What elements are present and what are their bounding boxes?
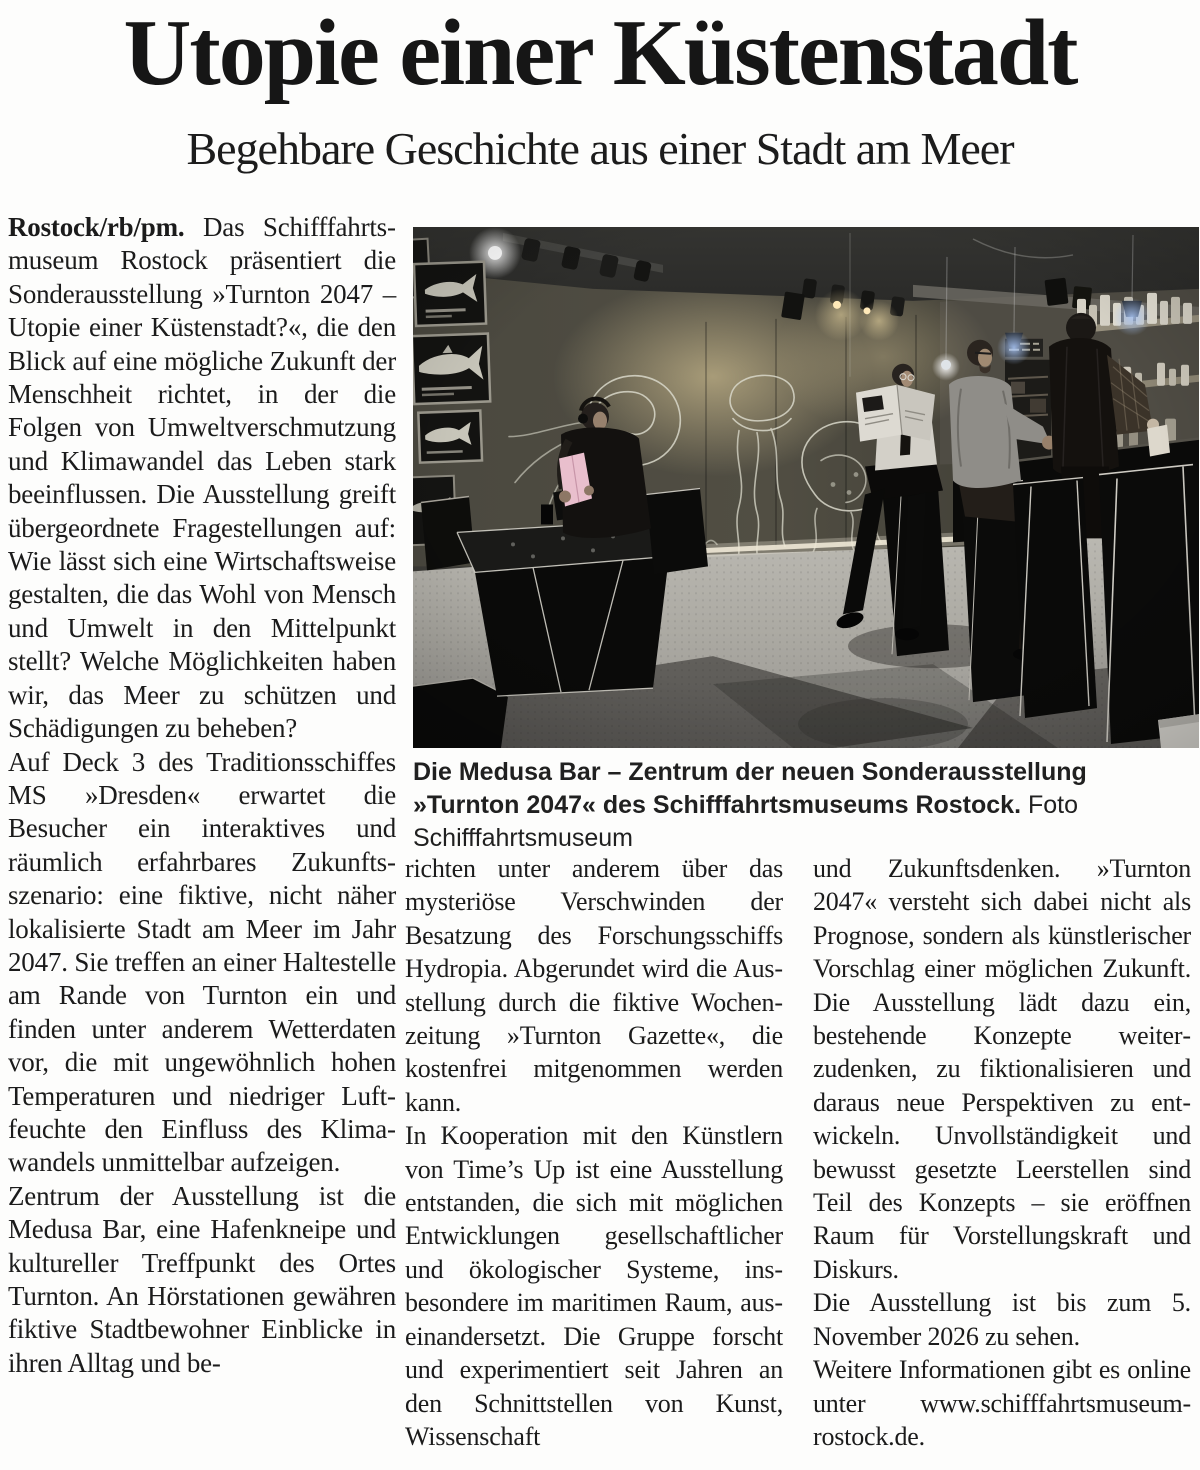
article-paragraph: In Kooperation mit den Künstlern von Time’s Up ist eine Ausstellung entstanden, die sich mit möglichen Entwicklungen gesellschaftlicher und ökologischer Systeme, insbesondere im maritimen Raum, auseinandersetzt. Die Gruppe forscht und experimentiert seit Jahren an den Schnittstellen von Kunst, Wissenschaft [405, 1121, 783, 1451]
article-photo [413, 227, 1199, 748]
article-paragraph: Die Ausstellung ist bis zum 5. November 2026 zu sehen. [813, 1288, 1191, 1351]
article-paragraph: Weitere Informationen gibt es online unter www.schifffahrts​museum-rostock.de. [813, 1355, 1191, 1451]
article-column-middle [405, 852, 783, 1453]
article-column-left [8, 211, 396, 1380]
article-paragraph [8, 211, 396, 746]
article-paragraph: und Zukunftsdenken. »Turnton 2047« versteht sich dabei nicht als Prognose, sondern als künstlerischer Vorschlag einer möglichen Zukunft. Die Ausstellung lädt dazu ein, bestehende Konzepte weiterzudenken, zu fiktionalisieren und daraus neue Perspektiven zu entwickeln. Unvollständigkeit und bewusst gesetzte Leerstellen sind Teil des Konzepts – sie eröffnen Raum für Vorstellungskraft und Diskurs. [813, 854, 1191, 1284]
article-paragraph: richten unter anderem über das mysteriöse Verschwinden der Besatzung des Forschungsschiffs Hydropia. Abgerundet wird die Ausstellung durch die fiktive Wochenzeitung »Turnton Gazette«, die kostenfrei mitgenommen werden kann. [405, 854, 783, 1117]
article-column-right [813, 852, 1191, 1453]
caption-credit: Foto Schifffahrtsmuseum [413, 791, 1079, 852]
article-headline: Utopie einer Küstenstadt [123, 1, 1077, 105]
photo-caption [413, 756, 1199, 855]
paragraph-text: Das Schifffahrtsmuseum Rostock präsentiert die Sonderausstellung »Turnton 2047 – Utopie einer Küstenstadt?«, die den Blick auf eine mögliche Zukunft der Menschheit richtet, in der die Folgen von Umweltverschmutzung und Klimawandel das Leben stark beeinflussen. Die Ausstellung greift übergeordnete Fragestellungen auf: Wie lässt sich eine Wirtschaftsweise gestalten, die das Wohl von Mensch und Umwelt in den Mittelpunkt stellt? Welche Möglichkeiten haben wir, das Meer zu schützen und Schädigungen zu beheben? [8, 212, 396, 744]
dateline-lead: Rostock/rb/pm. [8, 212, 185, 242]
caption-text: Die Medusa Bar – Zentrum der neuen Sonderausstellung »Turnton 2047« des Schifffahrtsmuseums Rostock. [413, 758, 1087, 819]
medusa-bar-photo-illustration [413, 227, 1199, 748]
article-subheadline: Begehbare Geschichte aus einer Stadt am Meer [186, 123, 1014, 174]
article-paragraph: Auf Deck 3 des Traditionsschiffes MS »Dresden« erwartet die Besucher ein interaktives und räumlich erfahrbares Zukunftsszenario: eine fiktive, nicht näher lokalisierte Stadt am Meer im Jahr 2047. Sie treffen an einer Haltestelle am Rande von Turnton ein und finden unter anderem Wetterdaten vor, die mit ungewöhnlich hohen Temperaturen und niedriger Luftfeuchte den Einfluss des Klimawandels unmittelbar aufzeigen. [8, 746, 396, 1178]
article-paragraph: Zentrum der Ausstellung ist die Medusa Bar, eine Hafenkneipe und kultureller Treffpunkt des Ortes Turnton. An Hörstationen gewähren fiktive Stadtbewohner Einblicke in ihren Alltag und be- [8, 1180, 396, 1378]
